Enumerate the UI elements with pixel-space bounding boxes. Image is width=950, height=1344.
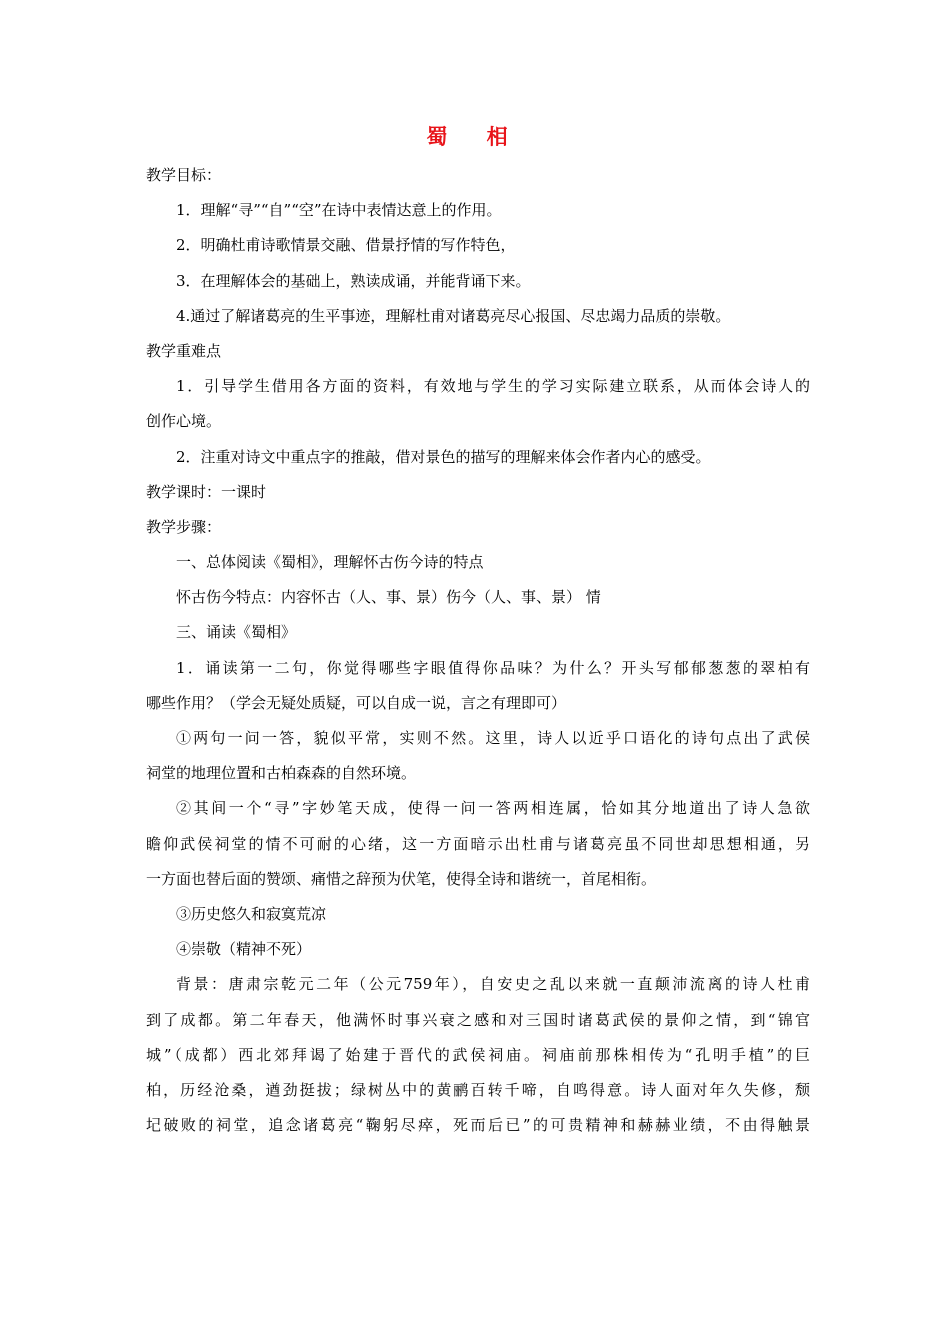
text-line: 1．理解“寻”“自”“空”在诗中表情达意上的作用。: [176, 201, 502, 220]
text-line: ③历史悠久和寂寞荒凉: [176, 904, 327, 923]
text-line: 教学重难点: [146, 341, 222, 360]
text-line: 2．明确杜甫诗歌情景交融、借景抒情的写作特色，: [176, 236, 516, 255]
text-line: 1．引导学生借用各方面的资料，有效地与学生的学习实际建立联系，从而体会诗人的: [176, 377, 810, 396]
text-line: 怀古伤今特点：内容怀古（人、事、景）伤今（人、事、景） 情: [176, 588, 601, 607]
text-line: 教学目标：: [146, 166, 222, 184]
text-line: 圮破败的祠堂，追念诸葛亮“鞠躬尽瘁，死而后已”的可贵精神和赫赫业绩，不由得触景: [146, 1116, 810, 1135]
text-line: 城”（成都）西北郊拜谒了始建于晋代的武侯祠庙。祠庙前那株相传为“孔明手植”的巨: [146, 1045, 810, 1064]
text-line: ④崇敬（精神不死）: [176, 940, 312, 959]
text-line: 4.通过了解诸葛亮的生平事迹，理解杜甫对诸葛亮尽心报国、尽忠竭力品质的崇敬。: [176, 306, 731, 325]
text-line: 哪些作用？（学会无疑处质疑，可以自成一说，言之有理即可）: [146, 693, 567, 712]
text-line: 三、诵读《蜀相》: [176, 623, 297, 642]
text-line: 教学课时：一课时: [146, 482, 267, 501]
text-line: 一方面也替后面的赞颂、痛惜之辞预为伏笔，使得全诗和谐统一，首尾相衔。: [146, 869, 657, 888]
text-line: 祠堂的地理位置和古柏森森的自然环境。: [146, 764, 417, 783]
text-line: 教学步骤：: [146, 517, 222, 536]
text-line: 背景：唐肃宗乾元二年（公元759年），自安史之乱以来就一直颠沛流离的诗人杜甫: [176, 975, 810, 994]
document-title: 蜀 相: [426, 124, 524, 149]
text-line: 到了成都。第二年春天，他满怀时事兴衰之感和对三国时诸葛武侯的景仰之情，到“锦官: [146, 1010, 810, 1029]
text-line: 1．诵读第一二句，你觉得哪些字眼值得你品味？为什么？开头写郁郁葱葱的翠柏有: [176, 658, 810, 677]
text-line: 一、总体阅读《蜀相》，理解怀古伤今诗的特点: [176, 553, 484, 572]
text-line: ②其间一个“寻”字妙笔天成，使得一问一答两相连属，恰如其分地道出了诗人急欲: [176, 799, 810, 818]
text-line: ①两句一问一答，貌似平常，实则不然。这里，诗人以近乎口语化的诗句点出了武侯: [176, 729, 810, 747]
document-body: [146, 158, 810, 1143]
text-line: 瞻仰武侯祠堂的情不可耐的心绪，这一方面暗示出杜甫与诸葛亮虽不同世却思想相通，另: [146, 834, 810, 853]
text-line: 创作心境。: [146, 412, 222, 431]
text-line: 3．在理解体会的基础上，熟读成诵，并能背诵下来。: [176, 271, 531, 290]
text-line: 2．注重对诗文中重点字的推敲，借对景色的描写的理解来体会作者内心的感受。: [176, 447, 711, 466]
text-line: 柏，历经沧桑，遒劲挺拔；绿树丛中的黄鹂百转千啼，自鸣得意。诗人面对年久失修，颓: [146, 1080, 810, 1099]
